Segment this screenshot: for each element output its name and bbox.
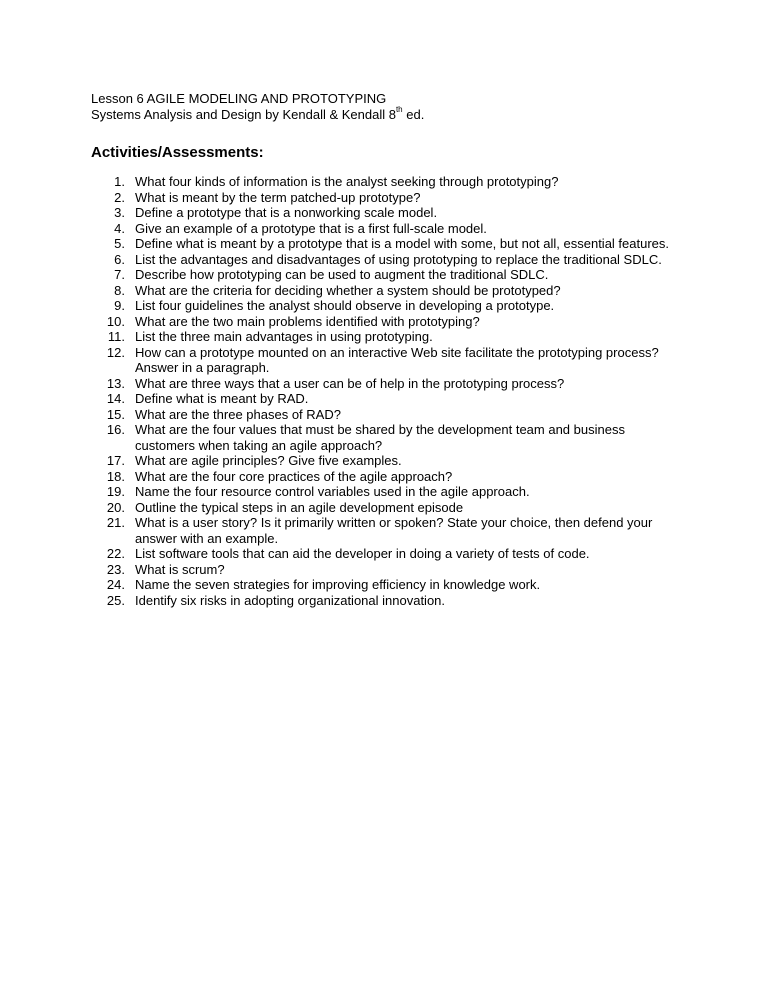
question-text: List software tools that can aid the developer in doing a variety of tests of code.: [135, 546, 590, 561]
question-item: [91, 546, 671, 562]
question-item: [91, 577, 671, 593]
question-number: 23.: [106, 561, 125, 577]
question-text: Define what is meant by RAD.: [135, 391, 309, 406]
question-item: [91, 298, 671, 314]
question-number: 5.: [114, 236, 125, 251]
question-item: [91, 391, 671, 407]
question-text: Identify six risks in adopting organizational innovation.: [135, 592, 446, 608]
question-number: 25.: [106, 592, 125, 608]
question-text: What is meant by the term patched-up prototype?: [135, 189, 421, 205]
question-number: 3.: [114, 205, 125, 220]
question-item: [91, 329, 671, 345]
question-number: 10.: [106, 313, 125, 329]
book-reference-text: Systems Analysis and Design by Kendall & Kendall 8: [91, 106, 396, 122]
book-reference-suffix: ed.: [402, 106, 425, 122]
question-text: What are the three phases of RAD?: [135, 406, 341, 422]
question-number: 13.: [106, 375, 125, 391]
question-number: 11.: [107, 329, 125, 344]
section-heading: Activities/Assessments:: [91, 144, 264, 161]
question-item: [91, 345, 671, 376]
question-text: Define a prototype that is a nonworking scale model.: [135, 205, 438, 220]
question-item: [91, 205, 671, 221]
question-number: 1.: [114, 174, 125, 189]
question-item: [91, 314, 671, 330]
question-text: What are the four core practices of the agile approach?: [135, 468, 453, 484]
question-number: 2.: [114, 189, 125, 205]
question-text: Give an example of a prototype that is a first full-scale model.: [135, 220, 487, 236]
edition-superscript: th: [395, 105, 403, 115]
question-text: What four kinds of information is the analyst seeking through prototyping?: [135, 174, 559, 189]
question-text: What is scrum?: [135, 561, 225, 577]
question-item: [91, 500, 671, 516]
lesson-title: Lesson 6 AGILE MODELING AND PROTOTYPING: [91, 91, 387, 106]
question-text: Define what is meant by a prototype that is a model with some, but not all, essential features.: [135, 236, 670, 251]
question-number: 16.: [106, 422, 125, 437]
question-item: [91, 190, 671, 206]
question-item: [91, 174, 671, 190]
question-number: 19.: [106, 484, 125, 499]
question-text: Outline the typical steps in an agile development episode: [135, 499, 464, 515]
question-number: 24.: [106, 577, 125, 592]
question-number: 20.: [106, 499, 125, 515]
question-item: [91, 267, 671, 283]
question-item: [91, 453, 671, 469]
question-text: Describe how prototyping can be used to augment the traditional SDLC.: [135, 267, 549, 282]
questions-list: [91, 174, 671, 608]
question-item: [91, 593, 671, 609]
question-item: [91, 515, 671, 546]
question-number: 7.: [114, 267, 125, 282]
question-text: Name the four resource control variables used in the agile approach.: [135, 484, 530, 499]
question-number: 4.: [114, 220, 125, 236]
question-number: 9.: [114, 298, 125, 313]
question-text: What are three ways that a user can be of help in the prototyping process?: [135, 375, 565, 391]
question-item: [91, 422, 671, 453]
question-item: [91, 283, 671, 299]
question-text: How can a prototype mounted on an interactive Web site facilitate the prototyping process? Answer in a paragraph.: [135, 344, 659, 375]
question-item: [91, 484, 671, 500]
question-number: 14.: [106, 391, 125, 406]
question-item: [91, 376, 671, 392]
question-item: [91, 469, 671, 485]
question-number: 12.: [106, 344, 125, 360]
document-header: [91, 91, 424, 122]
question-number: 18.: [106, 468, 125, 484]
question-item: [91, 407, 671, 423]
question-text: What are agile principles? Give five examples.: [135, 453, 402, 468]
question-text: List the advantages and disadvantages of using prototyping to replace the traditional SDLC.: [135, 251, 662, 267]
question-text: What are the four values that must be shared by the development team and business customers when taking an agile approach?: [135, 422, 625, 453]
question-text: List four guidelines the analyst should observe in developing a prototype.: [135, 298, 555, 313]
question-number: 15.: [106, 406, 125, 422]
book-reference: [91, 107, 424, 123]
question-text: What are the two main problems identified with prototyping?: [135, 313, 480, 329]
question-item: [91, 252, 671, 268]
question-number: 21.: [106, 515, 125, 530]
question-number: 17.: [106, 453, 125, 468]
question-number: 22.: [106, 546, 125, 561]
question-number: 8.: [114, 282, 125, 298]
question-text: List the three main advantages in using prototyping.: [135, 329, 433, 344]
question-item: [91, 236, 671, 252]
question-text: Name the seven strategies for improving efficiency in knowledge work.: [135, 577, 541, 592]
question-text: What are the criteria for deciding whether a system should be prototyped?: [135, 282, 561, 298]
question-text: What is a user story? Is it primarily written or spoken? State your choice, then defend your answer with an example.: [135, 515, 653, 546]
question-item: [91, 221, 671, 237]
question-item: [91, 562, 671, 578]
question-number: 6.: [114, 251, 125, 267]
